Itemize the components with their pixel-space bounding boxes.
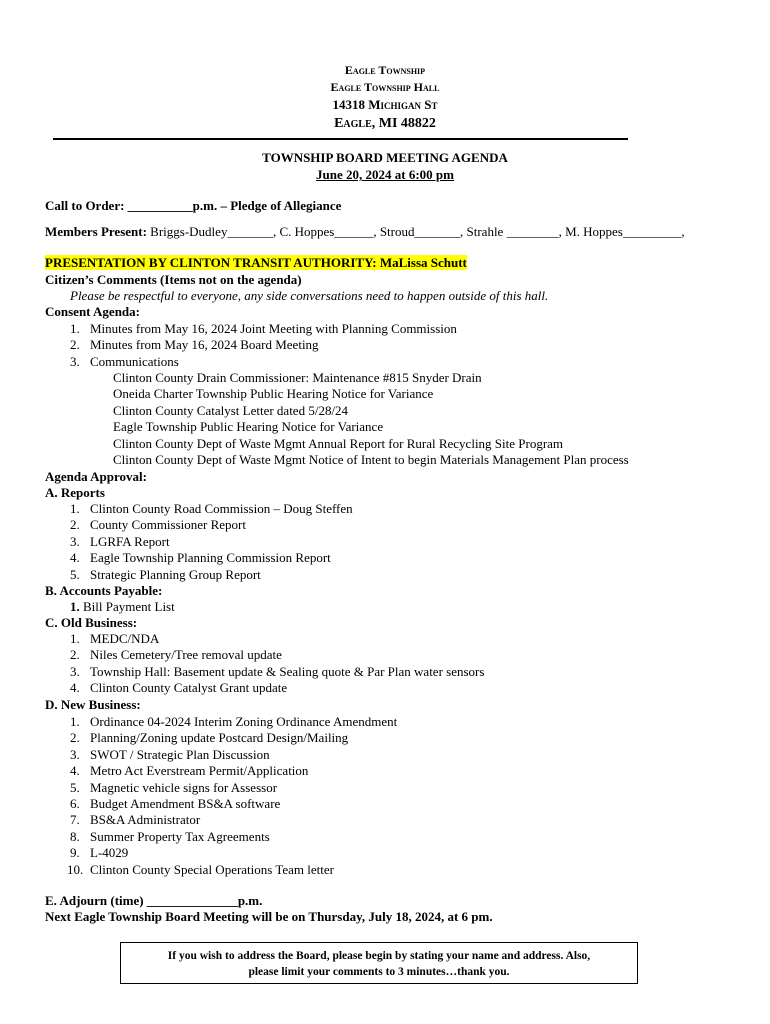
old-business-label: C. Old Business: xyxy=(45,615,138,630)
citizens-comments-note: Please be respectful to everyone, any side conversations need to happen outside of this hall. xyxy=(70,288,549,303)
citizens-comments-label: Citizen’s Comments (Items not on the agenda) xyxy=(45,272,302,287)
list-item: 1. Ordinance 04-2024 Interim Zoning Ordinance Amendment xyxy=(70,714,398,729)
meeting-date: June 20, 2024 at 6:00 pm xyxy=(316,167,454,182)
agenda-title xyxy=(0,149,770,183)
comment-notice-box xyxy=(120,942,638,984)
list-item: 2. Planning/Zoning update Postcard Design/Mailing xyxy=(70,730,349,746)
list-item: 8. Summer Property Tax Agreements xyxy=(70,828,270,844)
members-names: Briggs-Dudley_______, C. Hoppes______, Stroud_______, Strahle ________, M. Hoppes_________, xyxy=(146,224,685,239)
item-text: Bill Payment List xyxy=(79,599,175,614)
new-business-list xyxy=(45,714,397,878)
street-address: 14318 Michigan St xyxy=(332,97,438,112)
list-item: 3. Township Hall: Basement update & Sealing quote & Par Plan water sensors xyxy=(70,663,485,679)
accounts-payable-item xyxy=(70,599,175,615)
list-item: 10. Clinton County Special Operations Team letter xyxy=(67,861,334,877)
presentation xyxy=(45,255,467,271)
agenda-approval: Agenda Approval: xyxy=(45,469,147,484)
notice-line-1: If you wish to address the Board, please begin by stating your name and address. Also, xyxy=(167,950,591,962)
list-item: 5. Magnetic vehicle signs for Assessor xyxy=(70,779,278,795)
list-item: Clinton County Catalyst Letter dated 5/28/24 xyxy=(113,402,349,418)
list-item: 6. Budget Amendment BS&A software xyxy=(70,796,281,812)
list-item: 1. MEDC/NDA xyxy=(70,631,160,646)
consent-agenda-label: Consent Agenda: xyxy=(45,304,140,319)
reports-label: A. Reports xyxy=(45,485,105,500)
item-number: 1. xyxy=(70,599,80,614)
call-to-order: Call to Order: __________p.m. – Pledge of Allegiance xyxy=(45,198,342,213)
reports-list xyxy=(45,501,353,583)
accounts-payable-label: B. Accounts Payable: xyxy=(45,583,163,598)
list-item: 9. L-4029 xyxy=(70,845,129,861)
list-item: 3. Communications xyxy=(70,353,179,369)
hall-name: Eagle Township Hall xyxy=(330,80,440,94)
notice-line-2: please limit your comments to 3 minutes…thank you. xyxy=(248,966,510,978)
list-item: Clinton County Dept of Waste Mgmt Notice of Intent to begin Materials Management Plan process xyxy=(113,452,629,468)
new-business-label: D. New Business: xyxy=(45,697,141,712)
list-item: 4. Metro Act Everstream Permit/Application xyxy=(70,763,309,779)
list-item: 4. Eagle Township Planning Commission Report xyxy=(70,550,331,566)
list-item: Oneida Charter Township Public Hearing Notice for Variance xyxy=(113,386,434,402)
list-item: 1. Minutes from May 16, 2024 Joint Meeting with Planning Commission xyxy=(70,321,457,336)
communications-list xyxy=(113,370,629,468)
list-item: 2. Minutes from May 16, 2024 Board Meeting xyxy=(70,337,319,353)
list-item: Clinton County Drain Commissioner: Maintenance #815 Snyder Drain xyxy=(113,370,482,385)
presentation-highlight: PRESENTATION BY CLINTON TRANSIT AUTHORITY: MaLissa Schutt xyxy=(45,255,467,270)
next-meeting: Next Eagle Township Board Meeting will be on Thursday, July 18, 2024, at 6 pm. xyxy=(45,909,493,924)
list-item: 3. SWOT / Strategic Plan Discussion xyxy=(70,746,270,762)
list-item: Eagle Township Public Hearing Notice for Variance xyxy=(113,419,384,435)
list-item: 3. LGRFA Report xyxy=(70,533,170,549)
old-business-list xyxy=(45,631,484,697)
header-divider xyxy=(53,138,628,140)
list-item: 1. Clinton County Road Commission – Doug Steffen xyxy=(70,501,353,516)
list-item: 4. Clinton County Catalyst Grant update xyxy=(70,680,288,696)
list-item: Clinton County Dept of Waste Mgmt Annual Report for Rural Recycling Site Program xyxy=(113,435,564,451)
adjourn: E. Adjourn (time) ______________p.m. xyxy=(45,893,263,908)
org-name: Eagle Township xyxy=(344,63,426,77)
city-address: Eagle, MI 48822 xyxy=(334,116,436,131)
members-label: Members Present: xyxy=(45,224,147,239)
list-item: 7. BS&A Administrator xyxy=(70,812,201,828)
letterhead xyxy=(0,62,770,132)
consent-list xyxy=(45,321,457,370)
list-item: 5. Strategic Planning Group Report xyxy=(70,566,261,582)
list-item: 2. Niles Cemetery/Tree removal update xyxy=(70,647,282,663)
agenda-heading: TOWNSHIP BOARD MEETING AGENDA xyxy=(262,150,508,165)
list-item: 2. County Commissioner Report xyxy=(70,517,246,533)
members-present xyxy=(45,224,685,240)
